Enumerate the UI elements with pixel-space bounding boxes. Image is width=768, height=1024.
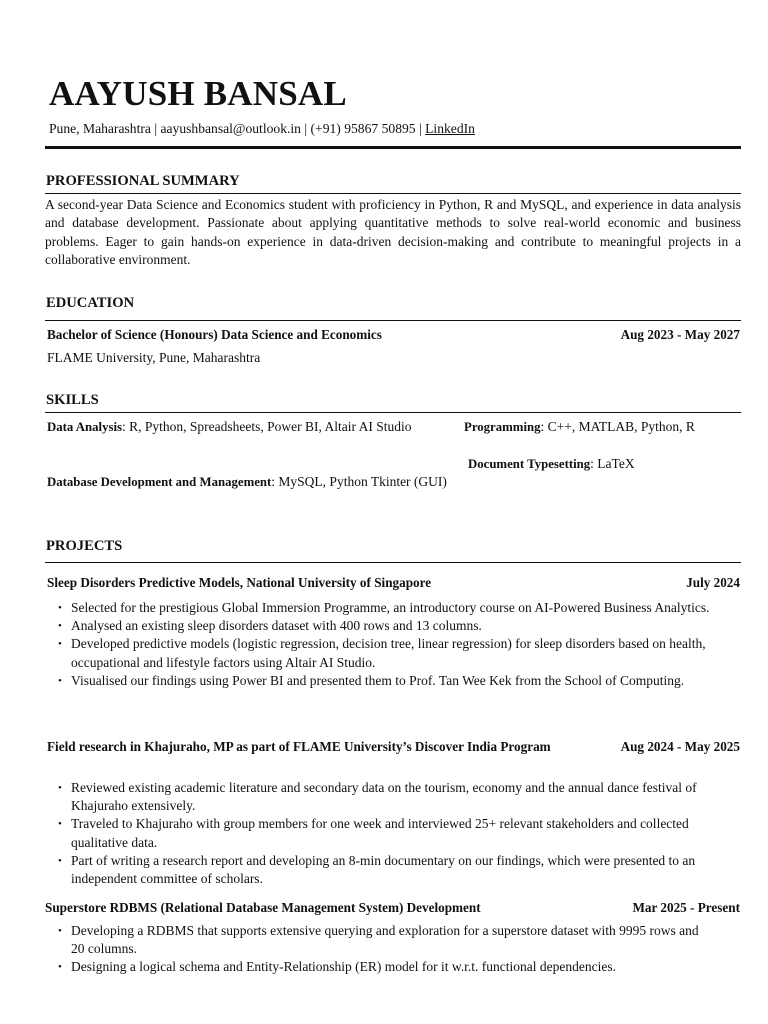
summary-text: A second-year Data Science and Economics student with proficiency in Python, R and MySQL, and experience in data analysis and database development. Passionate about applying quantitative methods to solve real-world economic and business problems. Eager to gain hands-on experience in data-driven decision-making and contribute to meaningful projects in a collaborative environment.	[45, 197, 741, 267]
list-item: • Visualised our findings using Power BI and presented them to Prof. Tan Wee Kek from the School of Computing.	[71, 672, 741, 690]
skill-programming	[464, 417, 739, 437]
email: aayushbansal@outlook.in	[160, 121, 301, 136]
separator: |	[150, 121, 161, 136]
list-item: • Developed predictive models (logistic regression, decision tree, linear regression) for sleep disorders based on health, occupational and lifestyle factors using Altair AI Studio.	[71, 635, 741, 671]
skill-typesetting	[468, 454, 738, 474]
project-title: Superstore RDBMS (Relational Database Management System) Development	[45, 900, 481, 915]
degree-date: Aug 2023 - May 2027	[620, 327, 740, 342]
skill-value: : C++, MATLAB, Python, R	[540, 419, 695, 434]
project-date: Mar 2025 - Present	[632, 900, 740, 915]
degree-title: Bachelor of Science (Honours) Data Science and Economics	[47, 327, 382, 342]
separator: |	[415, 121, 426, 136]
contact-line	[49, 120, 475, 138]
section-divider	[45, 412, 741, 413]
school-name: FLAME University, Pune, Maharashtra	[47, 350, 261, 365]
project-date: July 2024	[686, 575, 740, 590]
education-heading: EDUCATION	[46, 295, 135, 311]
projects-heading: PROJECTS	[46, 538, 123, 554]
project-title: Sleep Disorders Predictive Models, National University of Singapore	[47, 575, 432, 590]
project-date: Aug 2024 - May 2025	[620, 739, 740, 754]
list-item: • Reviewed existing academic literature and secondary data on the tourism, economy and the annual dance festival of Khajuraho extensively.	[71, 779, 711, 815]
list-item: • Analysed an existing sleep disorders dataset with 400 rows and 13 columns.	[71, 617, 741, 635]
list-item: • Part of writing a research report and developing an 8-min documentary on our findings, which were presented to an independent committee of scholars.	[71, 852, 711, 888]
skill-label: Database Development and Management	[47, 475, 272, 489]
skill-value: : R, Python, Spreadsheets, Power BI, Altair AI Studio	[122, 419, 412, 434]
separator: |	[300, 121, 311, 136]
section-divider	[45, 320, 741, 321]
project-title: Field research in Khajuraho, MP as part of FLAME University’s Discover India Program	[47, 739, 551, 754]
skill-value: : MySQL, Python Tkinter (GUI)	[271, 474, 447, 489]
project-bullets	[48, 922, 711, 977]
skills-heading: SKILLS	[46, 392, 99, 408]
header-divider	[45, 146, 741, 149]
list-item: • Selected for the prestigious Global Immersion Programme, an introductory course on AI-Powered Business Analytics.	[71, 599, 741, 617]
phone: (+91) 95867 50895	[310, 121, 416, 136]
candidate-name: AAYUSH BANSAL	[49, 74, 347, 113]
skill-label: Document Typesetting	[468, 457, 591, 471]
location: Pune, Maharashtra	[49, 121, 151, 136]
list-item: • Traveled to Khajuraho with group members for one week and interviewed 25+ relevant stakeholders and collected qualitative data.	[71, 815, 711, 851]
project-bullets	[48, 599, 741, 690]
list-item: • Designing a logical schema and Entity-Relationship (ER) model for it w.r.t. functional dependencies.	[71, 958, 711, 976]
skill-label: Data Analysis	[47, 420, 123, 434]
project-bullets	[48, 779, 711, 888]
list-item: • Developing a RDBMS that supports extensive querying and exploration for a superstore dataset with 9995 rows and 20 columns.	[71, 922, 711, 958]
section-divider	[45, 193, 741, 194]
skill-label: Programming	[464, 420, 541, 434]
skill-database	[47, 472, 447, 492]
summary-heading: PROFESSIONAL SUMMARY	[46, 173, 240, 189]
skill-data-analysis	[47, 417, 437, 437]
skill-value: : LaTeX	[590, 456, 635, 471]
linkedin-link[interactable]: LinkedIn	[425, 121, 475, 136]
section-divider	[45, 562, 741, 563]
